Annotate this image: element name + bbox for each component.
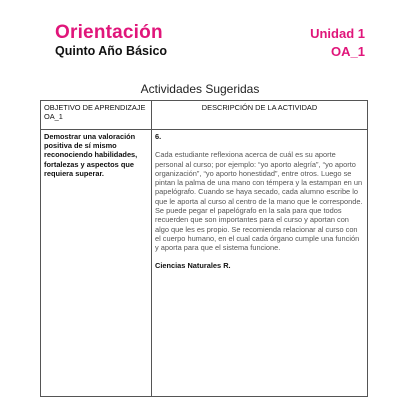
objective-column-header: OBJETIVO DE APRENDIZAJE OA_1 (41, 101, 152, 130)
subject-title: Orientación (55, 22, 163, 43)
document-header (55, 22, 365, 62)
section-title: Actividades Sugeridas (140, 82, 260, 96)
grade-subtitle: Quinto Año Básico (55, 44, 168, 58)
activities-table (40, 100, 368, 397)
description-cell (152, 130, 368, 397)
unit-label: Unidad 1 (310, 26, 365, 41)
activity-number: 6. (155, 132, 162, 141)
table-row (41, 130, 368, 397)
activity-reference: Ciencias Naturales R. (155, 261, 231, 271)
activity-text: Cada estudiante reflexiona acerca de cuál es su aporte personal al curso; por ejemplo: “yo aporto alegría”, “yo aporto organización”, “yo aporto honestidad”, entre otros. Luego se pintan la palma de una mano con témpera y la estampan en un papelógrafo. Cuando se haya secado, cada alumno escribe lo que le aporta al curso al centro de la mano que le corresponde. Se puede pegar el papelógrafo en la sala para que todos recuerden que son importantes para el curso y aportan con algo que les es propio. Se recomienda relacionar al curso con el cuerpo humano, en el cual cada órgano cumple una función y aporta para que el sistema funcione. (155, 150, 363, 253)
objective-cell: Demostrar una valoración positiva de sí mismo reconociendo habilidades, fortalezas y aspectos que requiera superar. (41, 130, 152, 397)
oa-label: OA_1 (331, 44, 365, 59)
description-column-header: DESCRIPCIÓN DE LA ACTIVIDAD (152, 101, 368, 130)
table-header-row (41, 101, 368, 130)
